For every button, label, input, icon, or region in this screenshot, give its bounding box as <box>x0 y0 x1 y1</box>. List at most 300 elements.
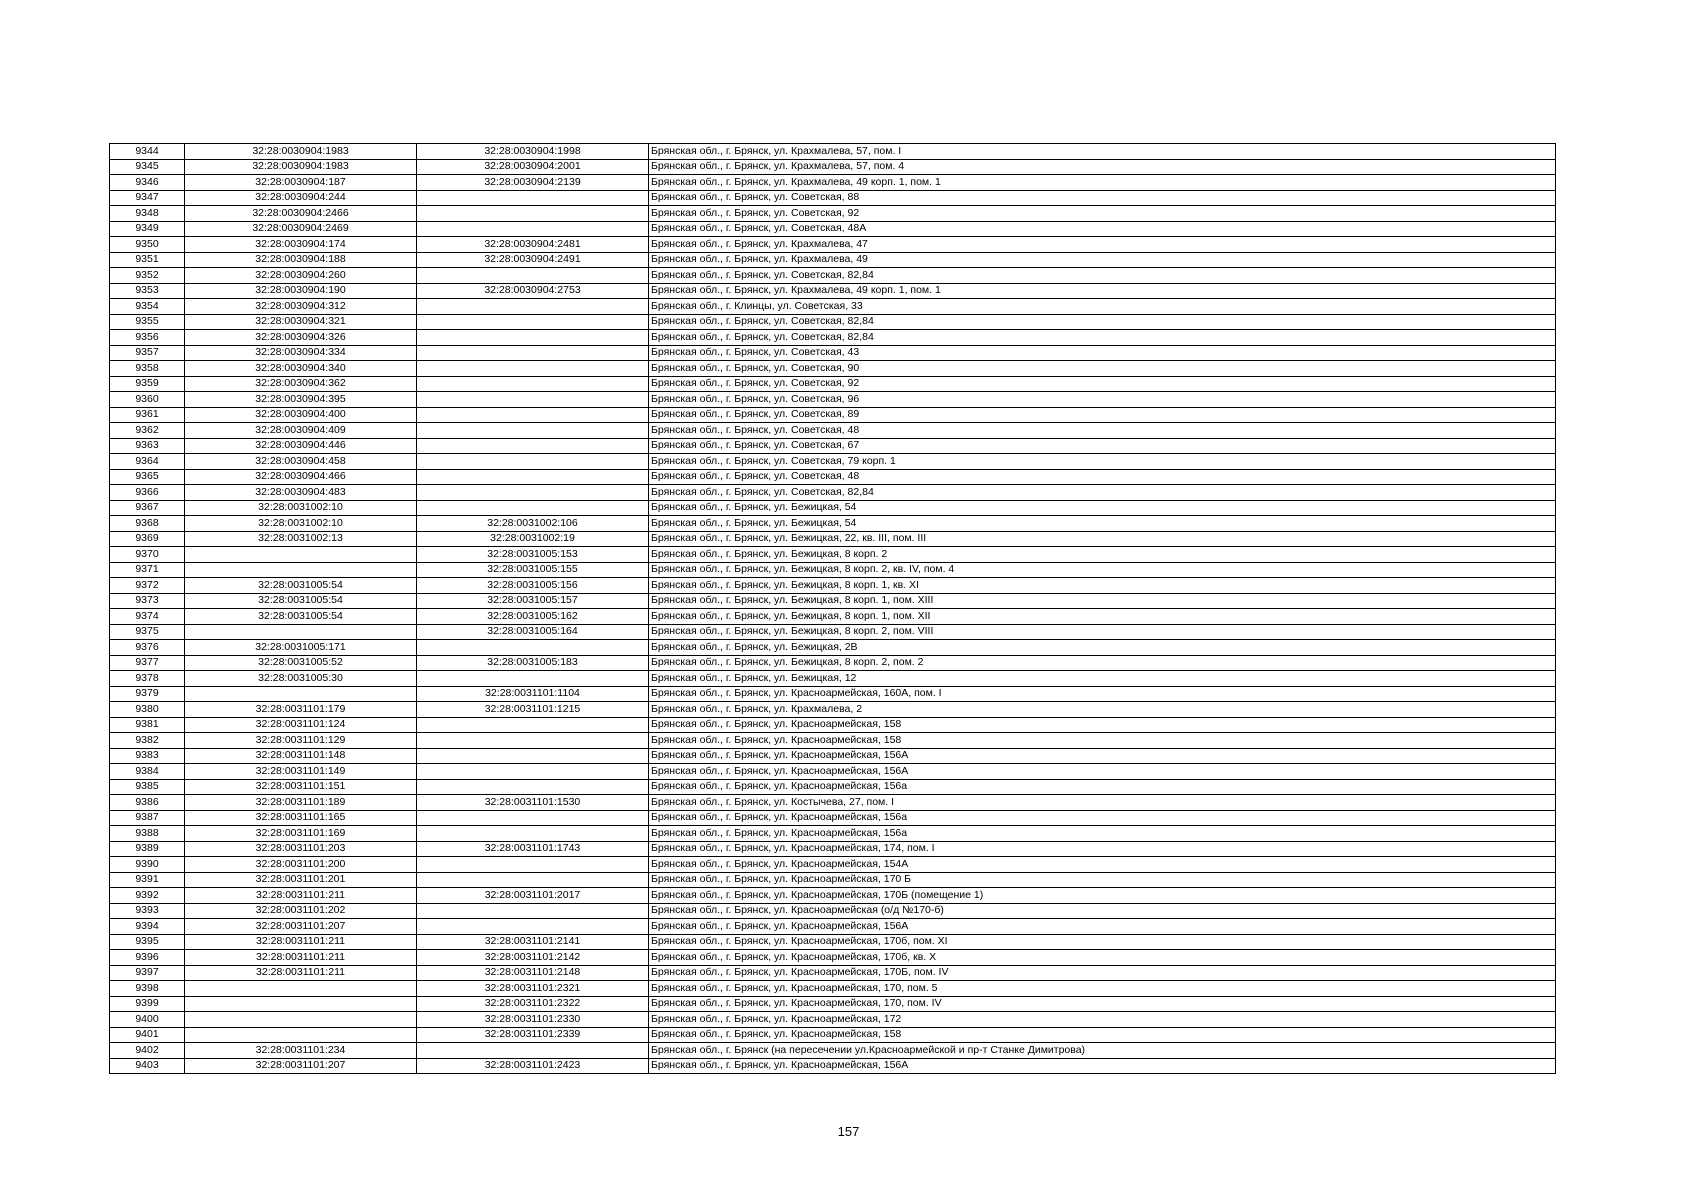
table-row <box>110 857 1556 873</box>
row-number-cell: 9365 <box>110 469 185 485</box>
land-plot-cadastral-cell: 32:28:0030904:187 <box>185 175 417 191</box>
table-row <box>110 841 1556 857</box>
table-row <box>110 175 1556 191</box>
land-plot-cadastral-cell: 32:28:0031005:54 <box>185 578 417 594</box>
object-cadastral-cell <box>417 190 649 206</box>
address-cell: Брянская обл., г. Брянск, ул. Бежицкая, 2В <box>649 640 1556 656</box>
address-cell: Брянская обл., г. Брянск, ул. Советская, 82,84 <box>649 268 1556 284</box>
table-row <box>110 221 1556 237</box>
table-row <box>110 671 1556 687</box>
row-number-cell: 9368 <box>110 516 185 532</box>
address-cell: Брянская обл., г. Брянск, ул. Красноармейская, 170, пом. IV <box>649 996 1556 1012</box>
land-plot-cadastral-cell: 32:28:0030904:458 <box>185 454 417 470</box>
object-cadastral-cell: 32:28:0030904:2491 <box>417 252 649 268</box>
table-row <box>110 547 1556 563</box>
object-cadastral-cell: 32:28:0031101:1743 <box>417 841 649 857</box>
land-plot-cadastral-cell <box>185 547 417 563</box>
land-plot-cadastral-cell: 32:28:0030904:174 <box>185 237 417 253</box>
object-cadastral-cell <box>417 810 649 826</box>
object-cadastral-cell <box>417 717 649 733</box>
object-cadastral-cell <box>417 407 649 423</box>
row-number-cell: 9362 <box>110 423 185 439</box>
table-row <box>110 268 1556 284</box>
row-number-cell: 9390 <box>110 857 185 873</box>
row-number-cell: 9400 <box>110 1012 185 1028</box>
table-row <box>110 934 1556 950</box>
object-cadastral-cell <box>417 671 649 687</box>
object-cadastral-cell <box>417 826 649 842</box>
address-cell: Брянская обл., г. Брянск, ул. Красноармейская, 158 <box>649 717 1556 733</box>
object-cadastral-cell: 32:28:0031101:2142 <box>417 950 649 966</box>
object-cadastral-cell <box>417 423 649 439</box>
object-cadastral-cell: 32:28:0031101:1104 <box>417 686 649 702</box>
address-cell: Брянская обл., г. Брянск, ул. Бежицкая, 54 <box>649 516 1556 532</box>
table-row <box>110 237 1556 253</box>
land-plot-cadastral-cell <box>185 981 417 997</box>
table-row <box>110 686 1556 702</box>
address-cell: Брянская обл., г. Брянск, ул. Красноармейская, 170 Б <box>649 872 1556 888</box>
row-number-cell: 9352 <box>110 268 185 284</box>
object-cadastral-cell: 32:28:0031101:2330 <box>417 1012 649 1028</box>
land-plot-cadastral-cell: 32:28:0031005:30 <box>185 671 417 687</box>
land-plot-cadastral-cell: 32:28:0031101:165 <box>185 810 417 826</box>
table-row <box>110 795 1556 811</box>
row-number-cell: 9376 <box>110 640 185 656</box>
address-cell: Брянская обл., г. Брянск, ул. Костычева, 27, пом. I <box>649 795 1556 811</box>
address-cell: Брянская обл., г. Брянск, ул. Красноармейская, 172 <box>649 1012 1556 1028</box>
row-number-cell: 9384 <box>110 764 185 780</box>
object-cadastral-cell <box>417 376 649 392</box>
row-number-cell: 9347 <box>110 190 185 206</box>
land-plot-cadastral-cell: 32:28:0031101:151 <box>185 779 417 795</box>
address-cell: Брянская обл., г. Брянск, ул. Красноармейская, 158 <box>649 733 1556 749</box>
address-cell: Брянская обл., г. Брянск, ул. Советская, 88 <box>649 190 1556 206</box>
row-number-cell: 9361 <box>110 407 185 423</box>
object-cadastral-cell: 32:28:0031002:19 <box>417 531 649 547</box>
table-row <box>110 1027 1556 1043</box>
land-plot-cadastral-cell <box>185 562 417 578</box>
object-cadastral-cell <box>417 764 649 780</box>
land-plot-cadastral-cell: 32:28:0031005:54 <box>185 593 417 609</box>
row-number-cell: 9354 <box>110 299 185 315</box>
address-cell: Брянская обл., г. Брянск, ул. Советская, 82,84 <box>649 330 1556 346</box>
land-plot-cadastral-cell: 32:28:0031101:129 <box>185 733 417 749</box>
land-plot-cadastral-cell: 32:28:0031101:211 <box>185 934 417 950</box>
row-number-cell: 9363 <box>110 438 185 454</box>
object-cadastral-cell: 32:28:0031005:183 <box>417 655 649 671</box>
land-plot-cadastral-cell: 32:28:0031101:149 <box>185 764 417 780</box>
row-number-cell: 9380 <box>110 702 185 718</box>
table-row <box>110 624 1556 640</box>
object-cadastral-cell: 32:28:0031101:2141 <box>417 934 649 950</box>
object-cadastral-cell: 32:28:0031101:2322 <box>417 996 649 1012</box>
land-plot-cadastral-cell: 32:28:0030904:446 <box>185 438 417 454</box>
address-cell: Брянская обл., г. Брянск, ул. Крахмалева, 49 корп. 1, пом. 1 <box>649 175 1556 191</box>
land-plot-cadastral-cell <box>185 996 417 1012</box>
address-cell: Брянская обл., г. Брянск, ул. Красноармейская, 174, пом. I <box>649 841 1556 857</box>
address-cell: Брянская обл., г. Брянск, ул. Советская, 92 <box>649 376 1556 392</box>
table-row <box>110 485 1556 501</box>
address-cell: Брянская обл., г. Брянск, ул. Крахмалева, 2 <box>649 702 1556 718</box>
table-row <box>110 810 1556 826</box>
object-cadastral-cell: 32:28:0030904:1998 <box>417 144 649 160</box>
land-plot-cadastral-cell: 32:28:0030904:334 <box>185 345 417 361</box>
object-cadastral-cell: 32:28:0030904:2139 <box>417 175 649 191</box>
table-row <box>110 1012 1556 1028</box>
object-cadastral-cell: 32:28:0031101:1530 <box>417 795 649 811</box>
land-plot-cadastral-cell: 32:28:0031101:211 <box>185 965 417 981</box>
land-plot-cadastral-cell: 32:28:0030904:188 <box>185 252 417 268</box>
row-number-cell: 9364 <box>110 454 185 470</box>
object-cadastral-cell: 32:28:0031002:106 <box>417 516 649 532</box>
table-row <box>110 950 1556 966</box>
row-number-cell: 9401 <box>110 1027 185 1043</box>
table-row <box>110 1058 1556 1074</box>
table-row <box>110 531 1556 547</box>
row-number-cell: 9353 <box>110 283 185 299</box>
address-cell: Брянская обл., г. Брянск, ул. Красноармейская, 154А <box>649 857 1556 873</box>
land-plot-cadastral-cell: 32:28:0031101:169 <box>185 826 417 842</box>
object-cadastral-cell: 32:28:0031005:155 <box>417 562 649 578</box>
table-row <box>110 733 1556 749</box>
row-number-cell: 9388 <box>110 826 185 842</box>
object-cadastral-cell <box>417 299 649 315</box>
address-cell: Брянская обл., г. Брянск, ул. Крахмалева, 57, пом. I <box>649 144 1556 160</box>
object-cadastral-cell: 32:28:0031005:164 <box>417 624 649 640</box>
table-row <box>110 593 1556 609</box>
address-cell: Брянская обл., г. Брянск, ул. Советская, 48А <box>649 221 1556 237</box>
table-row <box>110 314 1556 330</box>
table-row <box>110 764 1556 780</box>
address-cell: Брянская обл., г. Брянск, ул. Советская, 82,84 <box>649 485 1556 501</box>
row-number-cell: 9389 <box>110 841 185 857</box>
land-plot-cadastral-cell: 32:28:0030904:244 <box>185 190 417 206</box>
object-cadastral-cell <box>417 469 649 485</box>
object-cadastral-cell: 32:28:0031101:2148 <box>417 965 649 981</box>
row-number-cell: 9403 <box>110 1058 185 1074</box>
object-cadastral-cell <box>417 872 649 888</box>
object-cadastral-cell <box>417 454 649 470</box>
land-plot-cadastral-cell <box>185 1027 417 1043</box>
address-cell: Брянская обл., г. Брянск, ул. Бежицкая, 8 корп. 2 <box>649 547 1556 563</box>
table-row <box>110 252 1556 268</box>
object-cadastral-cell <box>417 206 649 222</box>
land-plot-cadastral-cell: 32:28:0030904:1983 <box>185 159 417 175</box>
table-row <box>110 407 1556 423</box>
row-number-cell: 9402 <box>110 1043 185 1059</box>
address-cell: Брянская обл., г. Брянск, ул. Советская, 96 <box>649 392 1556 408</box>
row-number-cell: 9360 <box>110 392 185 408</box>
row-number-cell: 9367 <box>110 500 185 516</box>
address-cell: Брянская обл., г. Брянск, ул. Красноармейская, 170б, пом. XI <box>649 934 1556 950</box>
table-row <box>110 996 1556 1012</box>
table-row <box>110 578 1556 594</box>
table-row <box>110 903 1556 919</box>
object-cadastral-cell: 32:28:0030904:2481 <box>417 237 649 253</box>
row-number-cell: 9350 <box>110 237 185 253</box>
row-number-cell: 9383 <box>110 748 185 764</box>
land-plot-cadastral-cell: 32:28:0031101:211 <box>185 888 417 904</box>
address-cell: Брянская обл., г. Брянск, ул. Красноармейская, 156А <box>649 764 1556 780</box>
row-number-cell: 9356 <box>110 330 185 346</box>
table-row <box>110 888 1556 904</box>
address-cell: Брянская обл., г. Брянск, ул. Красноармейская, 156а <box>649 779 1556 795</box>
row-number-cell: 9351 <box>110 252 185 268</box>
address-cell: Брянская обл., г. Брянск, ул. Бежицкая, 8 корп. 2, пом. VIII <box>649 624 1556 640</box>
object-cadastral-cell: 32:28:0030904:2001 <box>417 159 649 175</box>
row-number-cell: 9366 <box>110 485 185 501</box>
land-plot-cadastral-cell: 32:28:0031101:148 <box>185 748 417 764</box>
table-row <box>110 299 1556 315</box>
table-row <box>110 562 1556 578</box>
land-plot-cadastral-cell: 32:28:0031002:13 <box>185 531 417 547</box>
land-plot-cadastral-cell: 32:28:0031101:211 <box>185 950 417 966</box>
table-row <box>110 702 1556 718</box>
land-plot-cadastral-cell: 32:28:0030904:1983 <box>185 144 417 160</box>
row-number-cell: 9370 <box>110 547 185 563</box>
row-number-cell: 9391 <box>110 872 185 888</box>
land-plot-cadastral-cell: 32:28:0030904:312 <box>185 299 417 315</box>
land-plot-cadastral-cell: 32:28:0030904:190 <box>185 283 417 299</box>
land-plot-cadastral-cell: 32:28:0031101:179 <box>185 702 417 718</box>
table-row <box>110 361 1556 377</box>
address-cell: Брянская обл., г. Брянск, ул. Красноармейская, 170б, кв. X <box>649 950 1556 966</box>
object-cadastral-cell: 32:28:0031101:2017 <box>417 888 649 904</box>
row-number-cell: 9392 <box>110 888 185 904</box>
row-number-cell: 9349 <box>110 221 185 237</box>
land-plot-cadastral-cell: 32:28:0031101:203 <box>185 841 417 857</box>
object-cadastral-cell <box>417 268 649 284</box>
table-row <box>110 872 1556 888</box>
land-plot-cadastral-cell: 32:28:0031101:207 <box>185 919 417 935</box>
table-row <box>110 609 1556 625</box>
land-plot-cadastral-cell: 32:28:0030904:483 <box>185 485 417 501</box>
address-cell: Брянская обл., г. Брянск, ул. Советская, 48 <box>649 469 1556 485</box>
object-cadastral-cell: 32:28:0031101:1215 <box>417 702 649 718</box>
row-number-cell: 9358 <box>110 361 185 377</box>
row-number-cell: 9398 <box>110 981 185 997</box>
row-number-cell: 9344 <box>110 144 185 160</box>
land-plot-cadastral-cell: 32:28:0031005:52 <box>185 655 417 671</box>
address-cell: Брянская обл., г. Брянск, ул. Красноармейская, 156а <box>649 826 1556 842</box>
table-row <box>110 392 1556 408</box>
address-cell: Брянская обл., г. Брянск, ул. Бежицкая, 54 <box>649 500 1556 516</box>
object-cadastral-cell <box>417 779 649 795</box>
address-cell: Брянская обл., г. Брянск, ул. Красноармейская, 156А <box>649 748 1556 764</box>
land-plot-cadastral-cell: 32:28:0031101:202 <box>185 903 417 919</box>
land-plot-cadastral-cell: 32:28:0031101:124 <box>185 717 417 733</box>
object-cadastral-cell <box>417 1043 649 1059</box>
address-cell: Брянская обл., г. Брянск, ул. Красноармейская, 170Б, пом. IV <box>649 965 1556 981</box>
table-row <box>110 159 1556 175</box>
row-number-cell: 9386 <box>110 795 185 811</box>
table-row <box>110 438 1556 454</box>
object-cadastral-cell <box>417 221 649 237</box>
land-plot-cadastral-cell: 32:28:0031005:171 <box>185 640 417 656</box>
row-number-cell: 9359 <box>110 376 185 392</box>
land-plot-cadastral-cell: 32:28:0031101:200 <box>185 857 417 873</box>
table-row <box>110 779 1556 795</box>
table-row <box>110 919 1556 935</box>
land-plot-cadastral-cell <box>185 1012 417 1028</box>
page-number: 157 <box>837 1124 860 1139</box>
address-cell: Брянская обл., г. Брянск, ул. Советская, 48 <box>649 423 1556 439</box>
object-cadastral-cell <box>417 640 649 656</box>
land-plot-cadastral-cell: 32:28:0031005:54 <box>185 609 417 625</box>
table-row <box>110 516 1556 532</box>
land-plot-cadastral-cell: 32:28:0031002:10 <box>185 500 417 516</box>
row-number-cell: 9382 <box>110 733 185 749</box>
registry-table-body <box>110 144 1556 1074</box>
row-number-cell: 9395 <box>110 934 185 950</box>
land-plot-cadastral-cell: 32:28:0030904:321 <box>185 314 417 330</box>
row-number-cell: 9394 <box>110 919 185 935</box>
table-row <box>110 454 1556 470</box>
address-cell: Брянская обл., г. Клинцы, ул. Советская, 33 <box>649 299 1556 315</box>
land-plot-cadastral-cell: 32:28:0031101:207 <box>185 1058 417 1074</box>
address-cell: Брянская обл., г. Брянск, ул. Красноармейская, 156а <box>649 810 1556 826</box>
address-cell: Брянская обл., г. Брянск, ул. Красноармейская, 160А, пом. I <box>649 686 1556 702</box>
address-cell: Брянская обл., г. Брянск, ул. Бежицкая, 8 корп. 2, пом. 2 <box>649 655 1556 671</box>
table-row <box>110 717 1556 733</box>
table-row <box>110 283 1556 299</box>
row-number-cell: 9375 <box>110 624 185 640</box>
land-plot-cadastral-cell: 32:28:0030904:326 <box>185 330 417 346</box>
land-plot-cadastral-cell: 32:28:0030904:409 <box>185 423 417 439</box>
table-row <box>110 144 1556 160</box>
row-number-cell: 9387 <box>110 810 185 826</box>
address-cell: Брянская обл., г. Брянск, ул. Красноармейская, 170, пом. 5 <box>649 981 1556 997</box>
row-number-cell: 9345 <box>110 159 185 175</box>
land-plot-cadastral-cell: 32:28:0030904:2466 <box>185 206 417 222</box>
table-row <box>110 826 1556 842</box>
row-number-cell: 9355 <box>110 314 185 330</box>
address-cell: Брянская обл., г. Брянск (на пересечении ул.Красноармейской и пр-т Станке Димитрова) <box>649 1043 1556 1059</box>
row-number-cell: 9357 <box>110 345 185 361</box>
object-cadastral-cell: 32:28:0030904:2753 <box>417 283 649 299</box>
row-number-cell: 9399 <box>110 996 185 1012</box>
address-cell: Брянская обл., г. Брянск, ул. Крахмалева, 47 <box>649 237 1556 253</box>
address-cell: Брянская обл., г. Брянск, ул. Красноармейская, 170Б (помещение 1) <box>649 888 1556 904</box>
table-row <box>110 469 1556 485</box>
row-number-cell: 9346 <box>110 175 185 191</box>
object-cadastral-cell <box>417 733 649 749</box>
land-plot-cadastral-cell: 32:28:0031101:201 <box>185 872 417 888</box>
object-cadastral-cell <box>417 330 649 346</box>
object-cadastral-cell <box>417 857 649 873</box>
address-cell: Брянская обл., г. Брянск, ул. Крахмалева, 49 <box>649 252 1556 268</box>
address-cell: Брянская обл., г. Брянск, ул. Красноармейская, 156А <box>649 1058 1556 1074</box>
table-row <box>110 345 1556 361</box>
address-cell: Брянская обл., г. Брянск, ул. Красноармейская (о/д №170-б) <box>649 903 1556 919</box>
address-cell: Брянская обл., г. Брянск, ул. Бежицкая, 12 <box>649 671 1556 687</box>
address-cell: Брянская обл., г. Брянск, ул. Советская, 82,84 <box>649 314 1556 330</box>
object-cadastral-cell: 32:28:0031005:153 <box>417 547 649 563</box>
object-cadastral-cell <box>417 748 649 764</box>
land-plot-cadastral-cell: 32:28:0030904:260 <box>185 268 417 284</box>
row-number-cell: 9397 <box>110 965 185 981</box>
object-cadastral-cell <box>417 438 649 454</box>
row-number-cell: 9372 <box>110 578 185 594</box>
land-plot-cadastral-cell: 32:28:0030904:395 <box>185 392 417 408</box>
row-number-cell: 9379 <box>110 686 185 702</box>
table-row <box>110 981 1556 997</box>
table-row <box>110 330 1556 346</box>
row-number-cell: 9396 <box>110 950 185 966</box>
table-row <box>110 206 1556 222</box>
row-number-cell: 9385 <box>110 779 185 795</box>
address-cell: Брянская обл., г. Брянск, ул. Советская, 67 <box>649 438 1556 454</box>
table-row <box>110 655 1556 671</box>
object-cadastral-cell: 32:28:0031101:2321 <box>417 981 649 997</box>
land-plot-cadastral-cell: 32:28:0031002:10 <box>185 516 417 532</box>
object-cadastral-cell <box>417 392 649 408</box>
land-plot-cadastral-cell: 32:28:0030904:400 <box>185 407 417 423</box>
table-row <box>110 500 1556 516</box>
land-plot-cadastral-cell <box>185 686 417 702</box>
object-cadastral-cell: 32:28:0031005:162 <box>417 609 649 625</box>
table-row <box>110 640 1556 656</box>
registry-table <box>109 143 1556 1074</box>
row-number-cell: 9348 <box>110 206 185 222</box>
object-cadastral-cell <box>417 314 649 330</box>
land-plot-cadastral-cell: 32:28:0030904:466 <box>185 469 417 485</box>
address-cell: Брянская обл., г. Брянск, ул. Красноармейская, 156А <box>649 919 1556 935</box>
address-cell: Брянская обл., г. Брянск, ул. Бежицкая, 22, кв. III, пом. III <box>649 531 1556 547</box>
row-number-cell: 9374 <box>110 609 185 625</box>
land-plot-cadastral-cell: 32:28:0030904:340 <box>185 361 417 377</box>
address-cell: Брянская обл., г. Брянск, ул. Бежицкая, 8 корп. 2, кв. IV, пом. 4 <box>649 562 1556 578</box>
address-cell: Брянская обл., г. Брянск, ул. Бежицкая, 8 корп. 1, кв. XI <box>649 578 1556 594</box>
row-number-cell: 9369 <box>110 531 185 547</box>
address-cell: Брянская обл., г. Брянск, ул. Крахмалева, 49 корп. 1, пом. 1 <box>649 283 1556 299</box>
object-cadastral-cell <box>417 485 649 501</box>
address-cell: Брянская обл., г. Брянск, ул. Советская, 92 <box>649 206 1556 222</box>
row-number-cell: 9393 <box>110 903 185 919</box>
object-cadastral-cell <box>417 500 649 516</box>
row-number-cell: 9378 <box>110 671 185 687</box>
land-plot-cadastral-cell: 32:28:0031101:189 <box>185 795 417 811</box>
table-row <box>110 376 1556 392</box>
address-cell: Брянская обл., г. Брянск, ул. Советская, 89 <box>649 407 1556 423</box>
row-number-cell: 9373 <box>110 593 185 609</box>
address-cell: Брянская обл., г. Брянск, ул. Советская, 79 корп. 1 <box>649 454 1556 470</box>
object-cadastral-cell: 32:28:0031101:2423 <box>417 1058 649 1074</box>
address-cell: Брянская обл., г. Брянск, ул. Крахмалева, 57, пом. 4 <box>649 159 1556 175</box>
registry-sheet <box>109 143 1556 1074</box>
object-cadastral-cell <box>417 919 649 935</box>
row-number-cell: 9371 <box>110 562 185 578</box>
row-number-cell: 9377 <box>110 655 185 671</box>
address-cell: Брянская обл., г. Брянск, ул. Советская, 43 <box>649 345 1556 361</box>
land-plot-cadastral-cell: 32:28:0030904:362 <box>185 376 417 392</box>
land-plot-cadastral-cell: 32:28:0030904:2469 <box>185 221 417 237</box>
land-plot-cadastral-cell <box>185 624 417 640</box>
address-cell: Брянская обл., г. Брянск, ул. Бежицкая, 8 корп. 1, пом. XII <box>649 609 1556 625</box>
land-plot-cadastral-cell: 32:28:0031101:234 <box>185 1043 417 1059</box>
table-row <box>110 423 1556 439</box>
row-number-cell: 9381 <box>110 717 185 733</box>
table-row <box>110 965 1556 981</box>
object-cadastral-cell <box>417 345 649 361</box>
object-cadastral-cell <box>417 361 649 377</box>
address-cell: Брянская обл., г. Брянск, ул. Красноармейская, 158 <box>649 1027 1556 1043</box>
object-cadastral-cell: 32:28:0031101:2339 <box>417 1027 649 1043</box>
object-cadastral-cell: 32:28:0031005:156 <box>417 578 649 594</box>
address-cell: Брянская обл., г. Брянск, ул. Советская, 90 <box>649 361 1556 377</box>
table-row <box>110 1043 1556 1059</box>
table-row <box>110 748 1556 764</box>
